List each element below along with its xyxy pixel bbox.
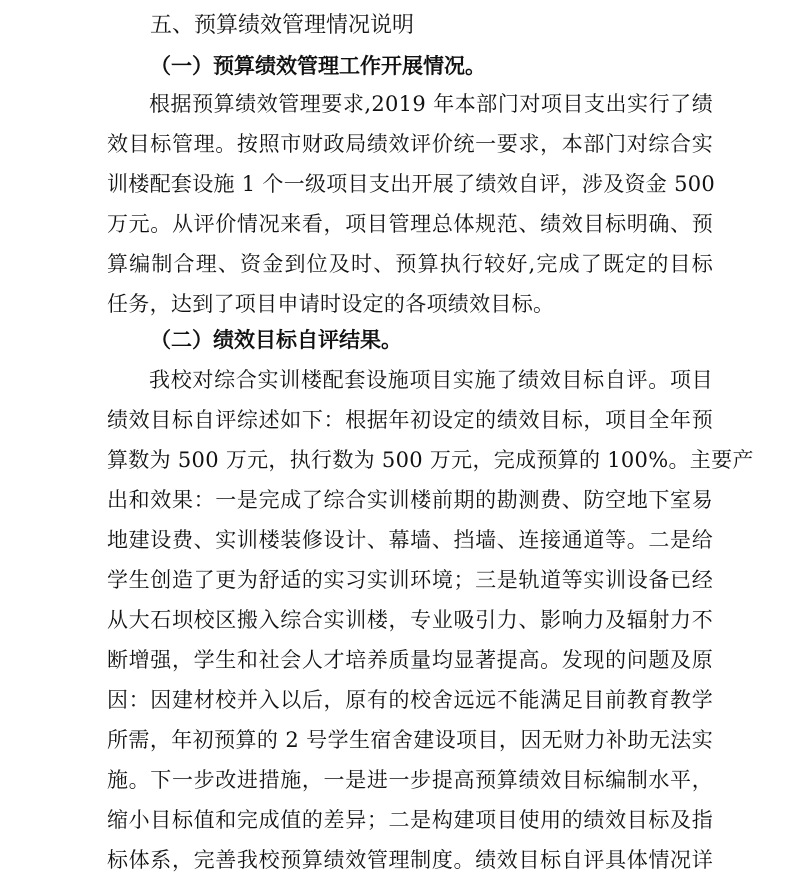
paragraph-line: 万元。从评价情况来看，项目管理总体规范、绩效目标明确、预 (107, 212, 713, 236)
paragraph-line: 效目标管理。按照市财政局绩效评价统一要求，本部门对综合实 (107, 132, 713, 156)
paragraph-line: 断增强，学生和社会人才培养质量均显著提高。发现的问题及原 (107, 648, 713, 672)
paragraph-2 (107, 360, 754, 880)
paragraph-line: 因：因建材校并入以后，原有的校舍远远不能满足目前教育教学 (107, 688, 713, 712)
paragraph-line: 出和效果：一是完成了综合实训楼前期的勘测费、防空地下室易 (107, 488, 713, 512)
paragraph-line: 学生创造了更为舒适的实习实训环境；三是轨道等实训设备已经 (107, 568, 713, 592)
paragraph-line: 施。下一步改进措施，一是进一步提高预算绩效目标编制水平， (107, 768, 713, 792)
paragraph-line: 训楼配套设施 1 个一级项目支出开展了绩效自评，涉及资金 500 (107, 172, 716, 196)
subsection-title-1: （一）预算绩效管理工作开展情况。 (150, 53, 486, 78)
paragraph-line: 绩效目标自评综述如下：根据年初设定的绩效目标，项目全年预 (107, 408, 713, 432)
paragraph-line: 算编制合理、资金到位及时、预算执行较好,完成了既定的目标 (107, 252, 713, 276)
paragraph-line: 根据预算绩效管理要求,2019 年本部门对项目支出实行了绩 (149, 92, 713, 116)
paragraph-line: 任务，达到了项目申请时设定的各项绩效目标。 (107, 292, 555, 316)
paragraph-1 (107, 84, 716, 324)
paragraph-line: 地建设费、实训楼装修设计、幕墙、挡墙、连接通道等。二是给 (107, 528, 713, 552)
paragraph-line: 从大石坝校区搬入综合实训楼，专业吸引力、影响力及辐射力不 (107, 608, 713, 632)
subsection-title-2: （二）绩效目标自评结果。 (150, 327, 402, 352)
paragraph-line: 标体系，完善我校预算绩效管理制度。绩效目标自评具体情况详 (107, 848, 713, 872)
section-title: 五、预算绩效管理情况说明 (150, 13, 415, 38)
paragraph-line: 算数为 500 万元，执行数为 500 万元，完成预算的 100%。主要产 (107, 448, 754, 472)
paragraph-line: 所需，年初预算的 2 号学生宿舍建设项目，因无财力补助无法实 (107, 728, 713, 752)
paragraph-line: 我校对综合实训楼配套设施项目实施了绩效目标自评。项目 (149, 368, 713, 392)
paragraph-line: 缩小目标值和完成值的差异；二是构建项目使用的绩效目标及指 (107, 808, 713, 832)
